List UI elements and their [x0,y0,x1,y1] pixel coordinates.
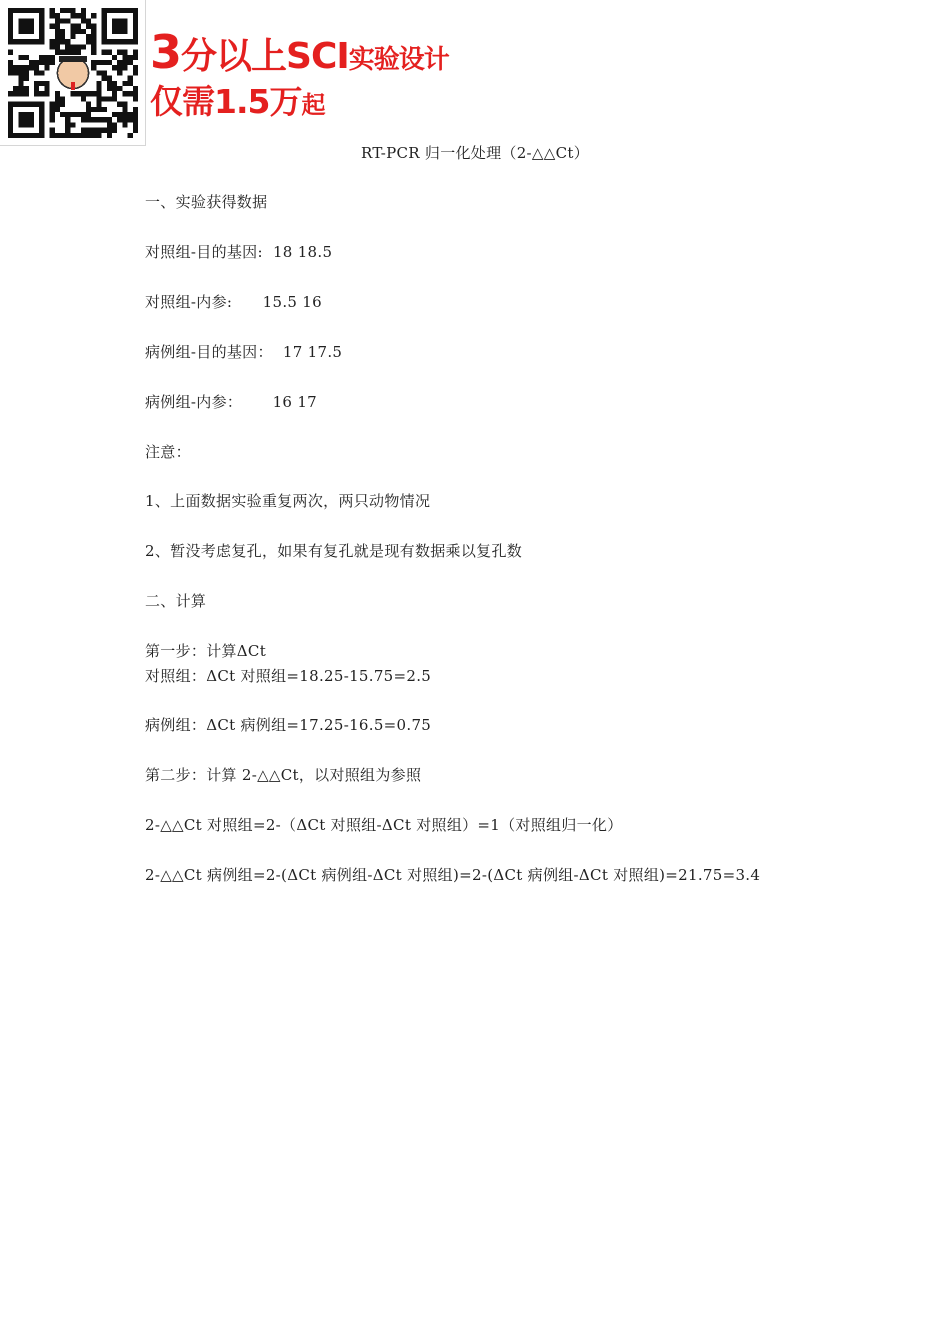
case-reference-line: 病例组-内参： 16 17 [145,393,318,411]
ad-price-suffix: 起 [301,91,325,119]
note-item-2: 2、暂没考虑复孔，如果有复孔就是现有数据乘以复孔数 [145,542,523,560]
ad-price-text: 仅需1.5万 [150,82,302,121]
ad-qr-frame [0,0,146,146]
step-2-heading: 第二步：计算 2-△△Ct，以对照组为参照 [145,766,422,784]
document-title: RT-PCR 归一化处理（2-△△Ct） [361,144,589,162]
ad-headline-text: 分以上SCI [181,36,349,77]
step-1-case-line: 病例组：ΔCt 病例组=17.25-16.5=0.75 [145,716,432,734]
step-2-control-line: 2-△△Ct 对照组=2-（ΔCt 对照组-ΔCt 对照组）=1（对照组归一化） [145,816,623,834]
ad-headline[interactable] [150,25,449,84]
section-heading-calc: 二、计算 [145,592,207,610]
control-target-gene-line: 对照组-目的基因: 18 18.5 [145,243,333,261]
ad-price[interactable] [150,80,324,127]
ad-headline-suffix: 实验设计 [348,45,449,75]
step-1-control-line: 对照组：ΔCt 对照组=18.25-15.75=2.5 [145,667,432,685]
qr-code-icon[interactable] [8,8,138,138]
note-heading: 注意： [145,443,191,461]
step-2-case-line: 2-△△Ct 病例组=2-(ΔCt 病例组-ΔCt 对照组)=2-(ΔCt 病例组-ΔCt 对照组)=21.75=3.4 [145,866,761,884]
section-heading-data: 一、实验获得数据 [145,193,268,211]
case-target-gene-line: 病例组-目的基因： 17 17.5 [145,343,343,361]
note-item-1: 1、上面数据实验重复两次，两只动物情况 [145,492,431,510]
ad-headline-number: 3 [150,25,182,79]
step-1-heading: 第一步：计算ΔCt [145,642,267,660]
control-reference-line: 对照组-内参: 15.5 16 [145,293,322,311]
